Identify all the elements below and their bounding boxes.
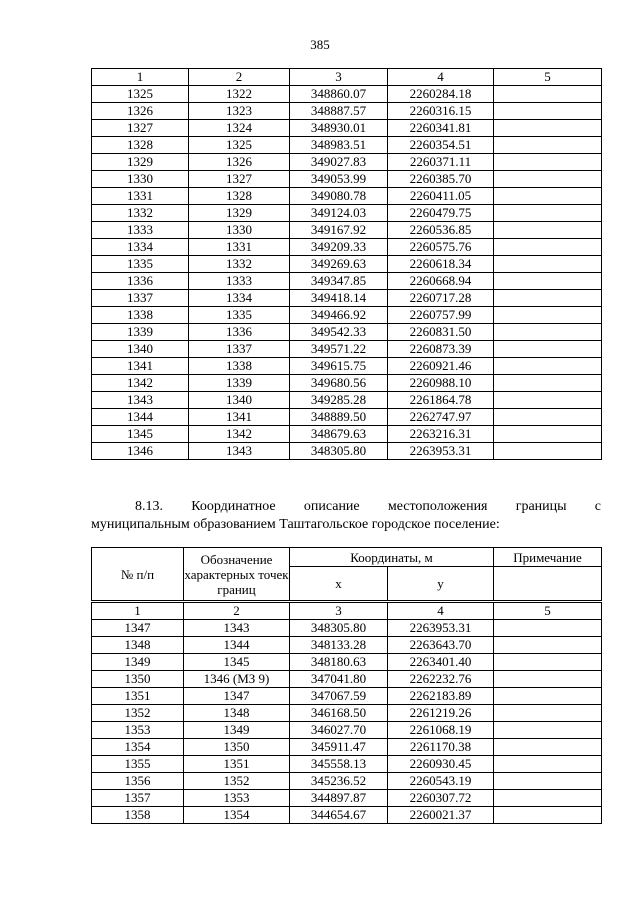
table-row xyxy=(92,671,602,688)
table-cell: 1333 xyxy=(92,222,189,239)
table-cell: 2260354.51 xyxy=(388,137,494,154)
table-cell: 1339 xyxy=(92,324,189,341)
table-cell xyxy=(494,86,602,103)
section-word: границы xyxy=(515,499,567,514)
table-row xyxy=(92,620,602,637)
table-cell: 1349 xyxy=(184,722,290,739)
column-number-cell: 5 xyxy=(494,603,602,620)
table-cell: 349466.92 xyxy=(290,307,388,324)
table-cell: 2261219.26 xyxy=(388,705,494,722)
table-cell: 2260411.05 xyxy=(388,188,494,205)
table-cell: 1331 xyxy=(92,188,189,205)
table-cell: 1329 xyxy=(189,205,290,222)
table-cell: 349209.33 xyxy=(290,239,388,256)
table-cell: 1334 xyxy=(189,290,290,307)
table-cell xyxy=(494,773,602,790)
table-cell xyxy=(494,137,602,154)
column-number-cell: 3 xyxy=(290,603,388,620)
table-cell xyxy=(494,239,602,256)
table-cell: 1336 xyxy=(92,273,189,290)
table-row xyxy=(92,307,602,324)
table-cell: 2260371.11 xyxy=(388,154,494,171)
table-cell: 2261864.78 xyxy=(388,392,494,409)
table-row xyxy=(92,358,602,375)
table-cell: 1334 xyxy=(92,239,189,256)
table-row xyxy=(92,443,602,460)
table-row xyxy=(92,705,602,722)
column-number-cell: 4 xyxy=(388,69,494,86)
table-cell: 2260921.46 xyxy=(388,358,494,375)
table-row xyxy=(92,375,602,392)
table-cell: 1350 xyxy=(184,739,290,756)
table-cell: 1339 xyxy=(189,375,290,392)
table-cell xyxy=(494,426,602,443)
table-cell: 1342 xyxy=(189,426,290,443)
table-row xyxy=(92,205,602,222)
table-cell xyxy=(494,688,602,705)
table-cell: 2260575.76 xyxy=(388,239,494,256)
table-cell: 348180.63 xyxy=(290,654,388,671)
table-cell: 349542.33 xyxy=(290,324,388,341)
table-cell: 1343 xyxy=(184,620,290,637)
table-cell: 1350 xyxy=(92,671,184,688)
table-row xyxy=(92,637,602,654)
table-cell: 1325 xyxy=(189,137,290,154)
table-cell xyxy=(494,790,602,807)
table-cell: 1338 xyxy=(92,307,189,324)
table-cell: 347067.59 xyxy=(290,688,388,705)
table-cell: 349053.99 xyxy=(290,171,388,188)
table-cell: 2260543.19 xyxy=(388,773,494,790)
table-row xyxy=(92,239,602,256)
column-number-cell: 5 xyxy=(494,69,602,86)
table-row xyxy=(92,409,602,426)
table-cell xyxy=(494,807,602,824)
table-cell: 1337 xyxy=(189,341,290,358)
table-cell: 345911.47 xyxy=(290,739,388,756)
table-cell: 1354 xyxy=(184,807,290,824)
table-cell xyxy=(494,205,602,222)
table-cell: 1332 xyxy=(92,205,189,222)
table-cell: 1356 xyxy=(92,773,184,790)
header-coordinates: Координаты, м xyxy=(290,548,494,567)
page-number: 385 xyxy=(310,37,330,52)
table-row xyxy=(92,256,602,273)
column-number-cell: 1 xyxy=(92,69,189,86)
table-cell: 348887.57 xyxy=(290,103,388,120)
table-cell: 1328 xyxy=(92,137,189,154)
table-cell xyxy=(494,341,602,358)
table-row xyxy=(92,688,602,705)
coordinates-table-tashtagol xyxy=(91,602,602,824)
table-row xyxy=(92,722,602,739)
table-cell: 2263216.31 xyxy=(388,426,494,443)
table-row xyxy=(92,341,602,358)
table-cell: 1329 xyxy=(92,154,189,171)
table-cell: 1358 xyxy=(92,807,184,824)
table-cell: 1342 xyxy=(92,375,189,392)
table-row xyxy=(92,773,602,790)
table-cell: 1341 xyxy=(92,358,189,375)
header-number-label: № п/п xyxy=(120,566,155,582)
table-cell: 349285.28 xyxy=(290,392,388,409)
table-cell: 1332 xyxy=(189,256,290,273)
table-cell: 1331 xyxy=(189,239,290,256)
table-cell: 2260536.85 xyxy=(388,222,494,239)
table-cell: 2260988.10 xyxy=(388,375,494,392)
table-row xyxy=(92,273,602,290)
table-cell: 349571.22 xyxy=(290,341,388,358)
table-row xyxy=(92,756,602,773)
table-cell: 1341 xyxy=(189,409,290,426)
header-y: y xyxy=(388,567,494,601)
table-cell xyxy=(494,392,602,409)
table-cell: 1345 xyxy=(184,654,290,671)
table-row xyxy=(92,103,602,120)
header-number xyxy=(92,548,184,601)
table-cell: 1353 xyxy=(92,722,184,739)
table-cell: 349124.03 xyxy=(290,205,388,222)
column-number-cell: 4 xyxy=(388,603,494,620)
table-cell xyxy=(494,256,602,273)
table-row xyxy=(92,807,602,824)
table-cell: 2260385.70 xyxy=(388,171,494,188)
table-cell: 348860.07 xyxy=(290,86,388,103)
table-row xyxy=(92,392,602,409)
table-cell xyxy=(494,307,602,324)
table-cell: 1343 xyxy=(92,392,189,409)
table-cell: 2262232.76 xyxy=(388,671,494,688)
table-cell: 1333 xyxy=(189,273,290,290)
table-cell: 348305.80 xyxy=(290,620,388,637)
table-cell: 1323 xyxy=(189,103,290,120)
table-cell xyxy=(494,188,602,205)
table-row xyxy=(92,654,602,671)
table-cell: 2262183.89 xyxy=(388,688,494,705)
section-word: 8.13. xyxy=(135,499,163,514)
table-cell: 1330 xyxy=(189,222,290,239)
table-row xyxy=(92,171,602,188)
table-cell: 2263953.31 xyxy=(388,443,494,460)
column-number-row xyxy=(92,603,602,620)
table-cell: 1340 xyxy=(92,341,189,358)
table-cell: 349027.83 xyxy=(290,154,388,171)
table-cell: 1335 xyxy=(189,307,290,324)
table-row xyxy=(92,426,602,443)
table-cell: 1349 xyxy=(92,654,184,671)
table-cell: 1354 xyxy=(92,739,184,756)
section-word: описание xyxy=(303,499,360,514)
table-cell xyxy=(494,620,602,637)
table-cell xyxy=(494,154,602,171)
section-word: Координатное xyxy=(191,499,276,514)
table-cell: 348679.63 xyxy=(290,426,388,443)
table-cell xyxy=(494,324,602,341)
table-cell: 348889.50 xyxy=(290,409,388,426)
column-number-cell: 2 xyxy=(184,603,290,620)
table-cell xyxy=(494,290,602,307)
table-cell: 1357 xyxy=(92,790,184,807)
table-cell: 1348 xyxy=(92,637,184,654)
table-cell: 344897.87 xyxy=(290,790,388,807)
table-row xyxy=(92,137,602,154)
table-cell: 1325 xyxy=(92,86,189,103)
header-point-label: Обозначение характерных точек границ xyxy=(184,551,289,597)
table-cell xyxy=(494,671,602,688)
table-cell: 1348 xyxy=(184,705,290,722)
column-number-cell: 3 xyxy=(290,69,388,86)
table-cell: 2260618.34 xyxy=(388,256,494,273)
table-cell: 347041.80 xyxy=(290,671,388,688)
table-cell: 2260316.15 xyxy=(388,103,494,120)
table-cell: 1347 xyxy=(92,620,184,637)
table-cell: 2260757.99 xyxy=(388,307,494,324)
table-cell: 2263953.31 xyxy=(388,620,494,637)
table-cell: 1327 xyxy=(92,120,189,137)
table-cell: 2260479.75 xyxy=(388,205,494,222)
table-cell: 1336 xyxy=(189,324,290,341)
column-number-row xyxy=(92,69,602,86)
table-cell: 1326 xyxy=(189,154,290,171)
table-cell: 345558.13 xyxy=(290,756,388,773)
table-cell: 349347.85 xyxy=(290,273,388,290)
coordinates-table-continued xyxy=(91,68,602,460)
table-cell: 2260831.50 xyxy=(388,324,494,341)
table-row xyxy=(92,120,602,137)
table-cell: 1346 xyxy=(92,443,189,460)
table-cell: 2262747.97 xyxy=(388,409,494,426)
table-cell xyxy=(494,103,602,120)
section-word: с xyxy=(594,499,601,514)
table-cell: 1328 xyxy=(189,188,290,205)
table-cell xyxy=(494,756,602,773)
table-cell xyxy=(494,443,602,460)
table-cell xyxy=(494,358,602,375)
table-cell xyxy=(494,409,602,426)
table-cell: 1344 xyxy=(184,637,290,654)
table-cell xyxy=(494,739,602,756)
table-cell: 344654.67 xyxy=(290,807,388,824)
table-row xyxy=(92,154,602,171)
table-cell: 1353 xyxy=(184,790,290,807)
table-row xyxy=(92,290,602,307)
table-cell xyxy=(494,705,602,722)
table-row xyxy=(92,790,602,807)
coordinates-table-header xyxy=(91,547,602,601)
table-cell: 1343 xyxy=(189,443,290,460)
table-cell: 2260307.72 xyxy=(388,790,494,807)
table-cell: 1335 xyxy=(92,256,189,273)
table-cell: 349680.56 xyxy=(290,375,388,392)
table-cell: 2263643.70 xyxy=(388,637,494,654)
table-row xyxy=(92,324,602,341)
table-cell: 349269.63 xyxy=(290,256,388,273)
table-cell: 1346 (МЗ 9) xyxy=(184,671,290,688)
column-number-cell: 2 xyxy=(189,69,290,86)
table-cell: 2260341.81 xyxy=(388,120,494,137)
table-cell: 1344 xyxy=(92,409,189,426)
table-cell: 345236.52 xyxy=(290,773,388,790)
table-cell: 1322 xyxy=(189,86,290,103)
table-cell: 2260021.37 xyxy=(388,807,494,824)
table-cell: 1355 xyxy=(92,756,184,773)
table-cell: 2260668.94 xyxy=(388,273,494,290)
table-cell: 348305.80 xyxy=(290,443,388,460)
header-note-empty xyxy=(494,567,602,601)
table-row xyxy=(92,222,602,239)
table-cell xyxy=(494,120,602,137)
table-cell: 349167.92 xyxy=(290,222,388,239)
table-cell: 1351 xyxy=(92,688,184,705)
table-cell: 346168.50 xyxy=(290,705,388,722)
table-cell: 1347 xyxy=(184,688,290,705)
table-cell xyxy=(494,654,602,671)
column-number-cell: 1 xyxy=(92,603,184,620)
header-x: x xyxy=(290,567,388,601)
table-cell: 2263401.40 xyxy=(388,654,494,671)
table-cell: 349418.14 xyxy=(290,290,388,307)
header-note: Примечание xyxy=(494,548,602,567)
table-cell: 2260717.28 xyxy=(388,290,494,307)
section-word: местоположения xyxy=(387,499,488,514)
table-cell: 1352 xyxy=(92,705,184,722)
table-cell: 1340 xyxy=(189,392,290,409)
section-heading-line2: муниципальным образованием Таштагольское городское поселение: xyxy=(91,517,500,532)
header-point-designation xyxy=(184,548,290,601)
table-cell: 1351 xyxy=(184,756,290,773)
table-cell: 2260930.45 xyxy=(388,756,494,773)
table-cell: 349080.78 xyxy=(290,188,388,205)
table-cell xyxy=(494,171,602,188)
table-cell: 1345 xyxy=(92,426,189,443)
table-cell: 1326 xyxy=(92,103,189,120)
table-cell: 2261068.19 xyxy=(388,722,494,739)
table-cell xyxy=(494,722,602,739)
table-row xyxy=(92,86,602,103)
table-row xyxy=(92,739,602,756)
table-cell xyxy=(494,222,602,239)
table-cell: 349615.75 xyxy=(290,358,388,375)
table-cell xyxy=(494,273,602,290)
table-cell: 348133.28 xyxy=(290,637,388,654)
table-cell: 348983.51 xyxy=(290,137,388,154)
section-heading-line1 xyxy=(91,497,601,516)
table-cell xyxy=(494,375,602,392)
table-cell: 346027.70 xyxy=(290,722,388,739)
table-cell: 1327 xyxy=(189,171,290,188)
table-cell: 348930.01 xyxy=(290,120,388,137)
table-cell: 1324 xyxy=(189,120,290,137)
table-cell xyxy=(494,637,602,654)
table-cell: 2260284.18 xyxy=(388,86,494,103)
table-cell: 1352 xyxy=(184,773,290,790)
table-row xyxy=(92,188,602,205)
table-cell: 2261170.38 xyxy=(388,739,494,756)
table-cell: 1337 xyxy=(92,290,189,307)
table-cell: 1330 xyxy=(92,171,189,188)
table-cell: 2260873.39 xyxy=(388,341,494,358)
table-cell: 1338 xyxy=(189,358,290,375)
